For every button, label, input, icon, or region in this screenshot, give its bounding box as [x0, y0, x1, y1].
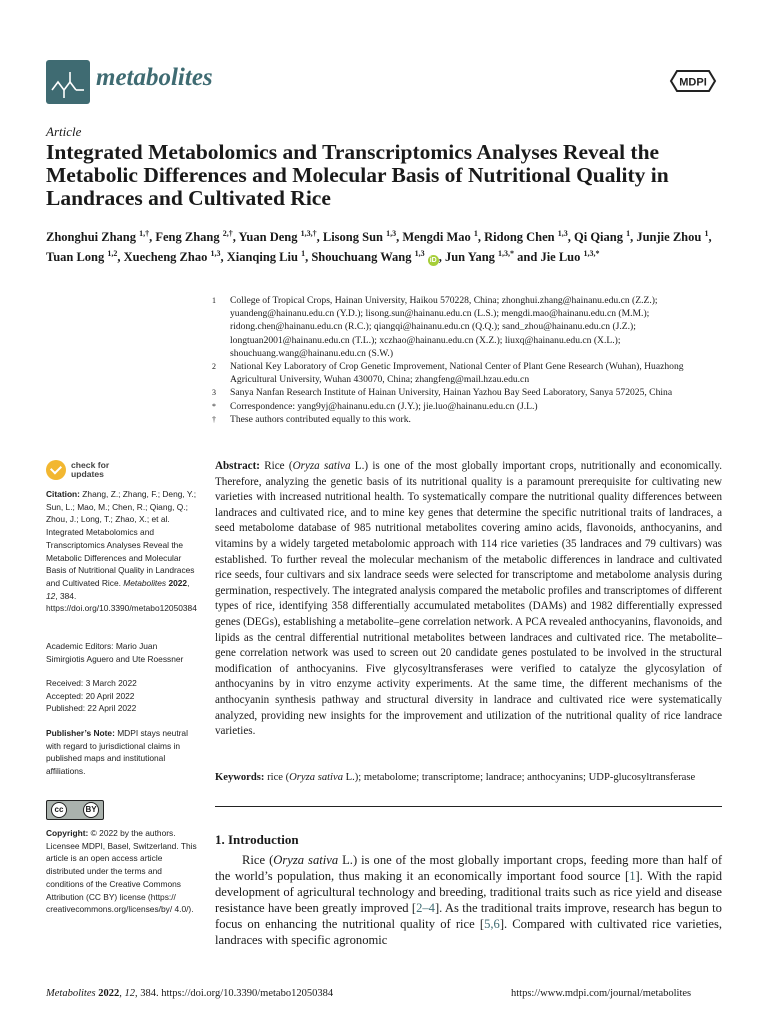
citation-block: Citation: Zhang, Z.; Zhang, F.; Deng, Y.; Sun, L.; Mao, M.; Chen, R.; Qiang, Q.; Zhou, J.; Long, T.; Zhao, X.; et al. Integrated Metabolomics and Transcriptomics Analyses Reveal the Metabolic Differences and Molecular Basis of Nutritional Quality in Landraces and Cultivated Rice. Metabolites 2022, 12, 384. https://doi.org/10.3390/metabo12050384 [46, 489, 197, 614]
checkmark-icon [46, 460, 66, 480]
section-divider [215, 806, 722, 807]
affiliation: Sanya Nanfan Research Institute of Hainan University, Hainan Yazhou Bay Seed Laboratory, Sanya 572025, China [230, 387, 673, 399]
abstract-label: Abstract: [215, 460, 260, 472]
cc-by-license-badge[interactable] [46, 800, 104, 820]
dates [46, 677, 198, 715]
footer-citation: Metabolites 2022, 12, 384. https://doi.org/10.3390/metabo12050384 [46, 988, 334, 999]
author[interactable]: Lisong Sun [322, 230, 383, 245]
author[interactable]: Mengdi Mao [402, 230, 471, 245]
affiliation: College of Tropical Crops, Hainan University, Haikou 570228, China; zhonghui.zhang@hainanu.edu.cn (Z.Z.); yuandeng@hainanu.edu.cn (Y.D.); lisong.sun@hainanu.edu.cn (L.S.); mengdi.mao@hainanu.edu.cn (M.M.); ridong.chen@hainanu.edu.cn (R.C.); qiangqi@hainanu.edu.cn (Q.Q.); sand_zhou@hainanu.edu.cn (J.Z.); longtuan2001@hainanu.edu.cn (T.L.); xczhao@hainanu.edu.cn (X.Z.); liuxq@hainanu.edu.cn (X.L.); shouchuang.wang@hainanu.edu.cn (S.W.) [230, 295, 658, 359]
copyright-block: Copyright: © 2022 by the authors. Licensee MDPI, Basel, Switzerland. This article is an open access article distributed under the terms and conditions of the Creative Commons Attribution (CC BY) license (https:// creativecommons.org/licenses/by/ 4.0/). [46, 828, 197, 915]
author[interactable]: Xuecheng Zhao [123, 249, 208, 264]
journal-url-link[interactable]: https://www.mdpi.com/journal/metabolites [511, 988, 692, 999]
introduction-paragraph: Rice (Oryza sativa L.) is one of the most globally important crops, feeding more than half of the world’s population, thus making it an economically important food source [1]. With the rapid development of agricultural technology and breeding, traditional traits such as rice yield and disease resistance have been greatly improved [2–4]. As the traditional traits improve, research has begun to focus on enhancing the nutritional quality of rice [5,6]. Compared with cultivated rice varieties, landraces with specific agronomic [215, 853, 723, 947]
publishers-note: Publisher’s Note: MDPI stays neutral with regard to jurisdictional claims in published maps and institutional affiliations. [46, 728, 188, 777]
academic-editors: Academic Editors: Mario Juan Simirgiotis Aguero and Ute Roessner [46, 641, 184, 664]
mdpi-logo [667, 68, 719, 94]
author[interactable]: Yuan Deng [238, 230, 298, 245]
article-type: Article [46, 124, 82, 139]
journal-molecule-logo-icon [46, 60, 90, 104]
correspondence: Correspondence: yang9yj@hainanu.edu.cn (J.Y.); jie.luo@hainanu.edu.cn (J.L.) [230, 400, 538, 412]
journal-name: metabolites [96, 64, 213, 91]
citation-doi-link[interactable]: , 384. https://doi.org/10.3390/metabo12050384 [46, 590, 197, 614]
author-list: Zhonghui Zhang $^{1,\dagger}$, Feng Zhang $^{2,\dagger}$, Yuan Deng $^{1,3,\dagger}$, Lisong Sun $^{1,3}$, Mengdi Mao $^1$, Ridong Chen $^{1,3}$, Qi Qiang $^1$, Junjie Zhou $^1$, Tuan Long $^{1,2}$, Xuecheng Zhao $^{1,3}$, Xianqing Liu $^1$, Shouchuang Wang $^{1,3}$ iD , Jun Yang $^{1,3,*}$ and Jie Luo $^{1,3,*}$ [46, 229, 712, 264]
equal-contribution-note: These authors contributed equally to this work. [230, 413, 411, 425]
footer-doi-link[interactable]: , 384. https://doi.org/10.3390/metabo12050384 [134, 988, 334, 999]
reference-link[interactable]: 5,6 [484, 917, 500, 931]
publisher-name: MDPI [679, 76, 707, 89]
cc-icon: cc [51, 802, 67, 818]
accepted-date: Accepted: 20 April 2022 [46, 690, 135, 701]
author[interactable]: Jie Luo [540, 249, 581, 264]
author[interactable]: Feng Zhang [155, 230, 220, 245]
author[interactable]: Tuan Long [46, 249, 105, 264]
section-heading: 1. Introduction [215, 832, 299, 847]
author[interactable]: Shouchuang Wang [311, 249, 412, 264]
author[interactable]: Jun Yang [444, 249, 495, 264]
author[interactable]: Junjie Zhou [636, 230, 702, 245]
keywords: Keywords: rice (Oryza sativa L.); metabolome; transcriptome; landrace; anthocyanins; UDP-glucosyltransferase [215, 772, 696, 783]
article-title: Integrated Metabolomics and Transcriptomics Analyses Reveal the Metabolic Differences and Molecular Basis of Nutritional Quality in Landraces and Cultivated Rice [46, 140, 669, 210]
published-date: Published: 22 April 2022 [46, 703, 137, 714]
check-for-updates-button[interactable]: check for updates [46, 460, 109, 480]
by-icon: BY [83, 802, 99, 818]
affiliation: National Key Laboratory of Crop Genetic Improvement, National Center of Plant Gene Research (Wuhan), Huazhong Agricultural University, Wuhan 430070, China; zhangfeng@mail.hzau.edu.cn [230, 361, 684, 386]
received-date: Received: 3 March 2022 [46, 678, 137, 688]
author[interactable]: Ridong Chen [484, 230, 555, 245]
author[interactable]: Qi Qiang [574, 230, 623, 245]
reference-link[interactable]: 2–4 [416, 901, 435, 915]
abstract: Abstract: Rice (Oryza sativa L.) is one of the most globally important crops, nutritionally and economically. Therefore, analyzing the genetic basis of its nutritional quality is a paramount prerequisite for cultivating new varieties with increased nutritional health. To systematically compare the nutritional quality differences between landraces and cultivated rice, and to mine key genes that determine the specific nutritional traits of landraces, a seed metabolome database of 985 nutritional metabolites covering amino acids, flavonoids, anthocyanins, and vitamins by a widely targeted metabolomic approach with 114 rice varieties (35 landraces and 79 cultivars) was established. To further reveal the molecular mechanism of the metabolic differences in landrace and cultivated rice seeds, four cultivars and six landrace seeds were selected for transcriptome and metabolome analysis during germination, respectively. The integrated analysis compared the metabolic profiles and transcriptomes of different types of rice, identifying 358 differentially accumulated metabolites (DAMs) and 1982 differentially expressed genes (DEGs), establishing a metabolite–gene correlation network. A PCA revealed anthocyanins, flavonoids, and lipids as the central differential nutritional metabolites between landraces and cultivated rice. The metabolite–gene correlation network was used to screen out 20 candidate genes postulated to be involved in the structural modification of anthocyanins. Five glycosyltransferases were verified to catalyze the glycosylation of anthocyanins by in vitro enzyme activity experiments. At the same time, the different mechanisms of the anthocyanin synthesis pathway and structural diversity in landrace and cultivated rice were systematically analyzed, providing new insights for the improvement and utilization of the nutritional quality of rice landrace varieties. [215, 460, 722, 738]
author[interactable]: Zhonghui Zhang [46, 230, 136, 245]
author[interactable]: Xianqing Liu [226, 249, 298, 264]
reference-link[interactable]: 1 [629, 869, 636, 883]
affiliations: 1 College of Tropical Crops, Hainan University, Haikou 570228, China; zhonghui.zhang@hainanu.edu.cn (Z.Z.); yuandeng@hainanu.edu.cn (Y.D.); lisong.sun@hainanu.edu.cn (L.S.); mengdi.mao@hainanu.edu.cn (M.M.); ridong.chen@hainanu.edu.cn (R.C.); qiangqi@hainanu.edu.cn (Q.Q.); sand_zhou@hainanu.edu.cn (J.Z.); longtuan2001@hainanu.edu.cn (T.L.); xczhao@hainanu.edu.cn (X.Z.); liuxq@hainanu.edu.cn (X.L.); shouchuang.wang@hainanu.edu.cn (S.W.) 2 National Key Laboratory of Crop Genetic Improvement, National Center of Plant Gene Research (Wuhan), Huazhong Agricultural University, Wuhan 430070, China; zhangfeng@mail.hzau.edu.cn 3 Sanya Nanfan Research Institute of Hainan University, Hainan Yazhou Bay Seed Laboratory, Sanya 572025, China * Correspondence: yang9yj@hainanu.edu.cn (J.Y.); jie.luo@hainanu.edu.cn (J.L.) † These authors contributed equally to this work. [212, 294, 722, 426]
orcid-icon[interactable]: iD [429, 256, 437, 264]
